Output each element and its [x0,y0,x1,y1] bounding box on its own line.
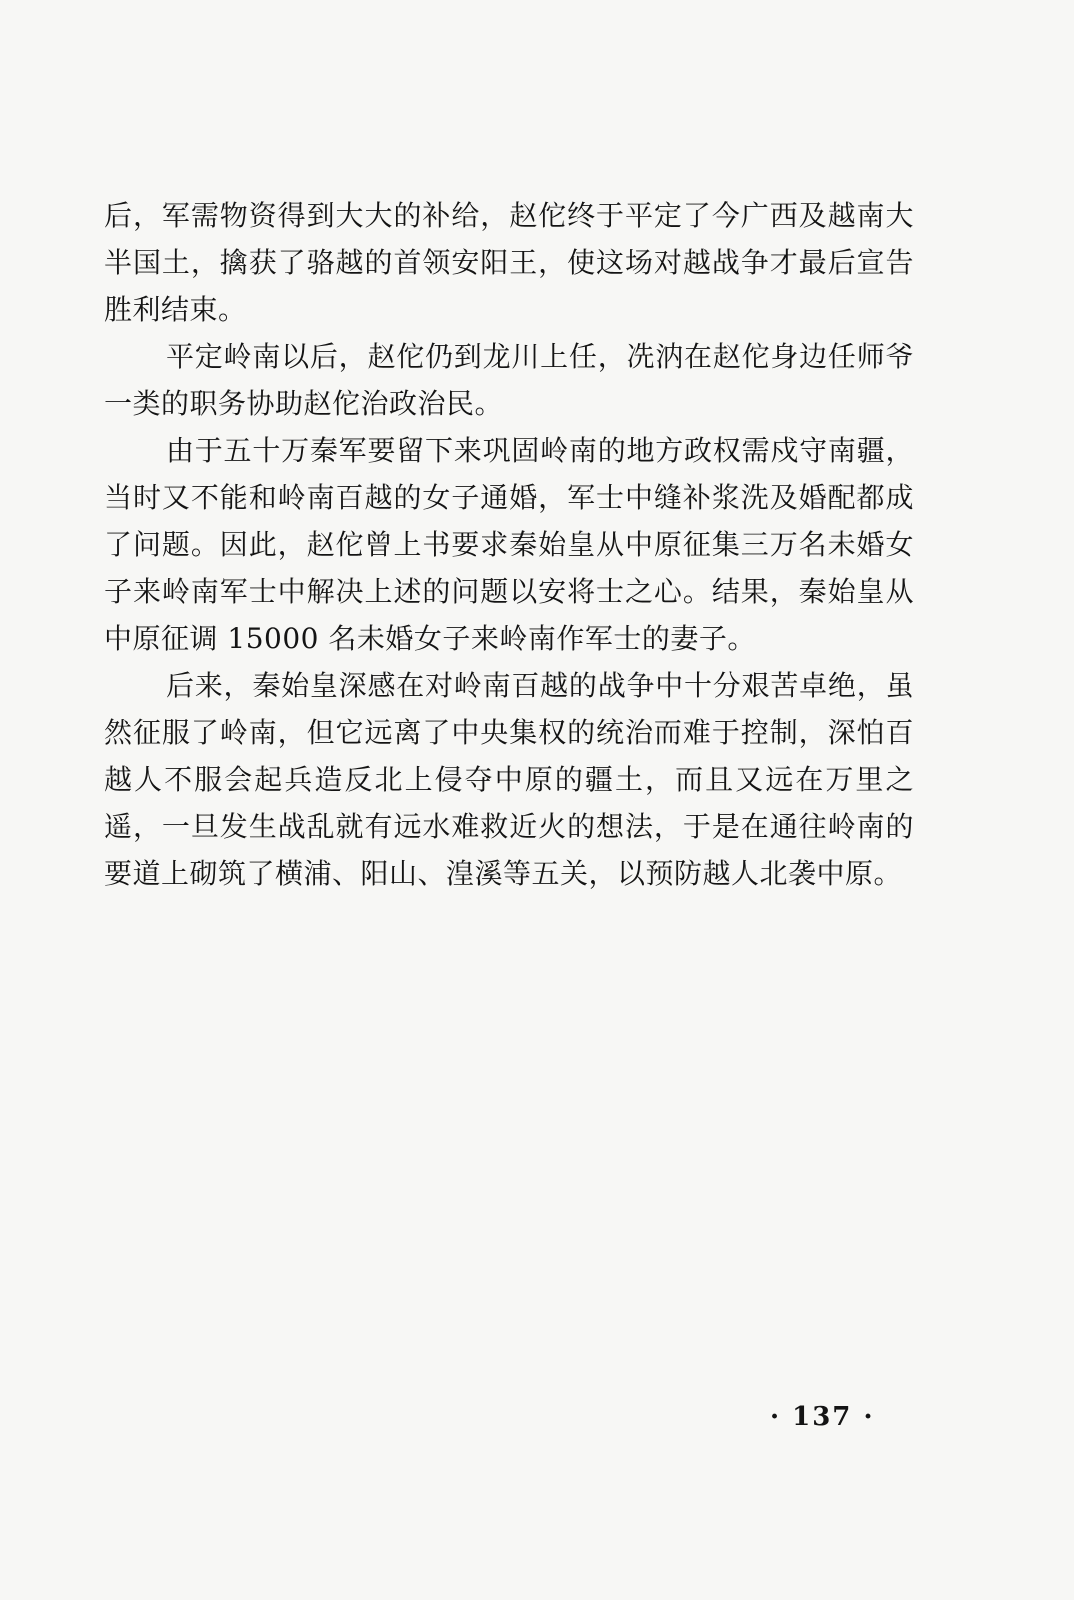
paragraph-1: 后，军需物资得到大大的补给，赵佗终于平定了今广西及越南大半国土，擒获了骆越的首领安阳王，使这场对越战争才最后宣告胜利结束。 [104,199,914,326]
page-number [770,1402,875,1432]
page-number-dot-left: · [770,1402,782,1432]
page-number-value: 137 [792,1402,853,1432]
paragraph-2: 平定岭南以后，赵佗仍到龙川上任，冼汭在赵佗身边任师爷一类的职务协助赵佗治政治民。 [104,340,914,420]
paragraph-4: 后来，秦始皇深感在对岭南百越的战争中十分艰苦卓绝，虽然征服了岭南，但它远离了中央集权的统治而难于控制，深怕百越人不服会起兵造反北上侵夺中原的疆土，而且又远在万里之遥，一旦发生战乱就有远水难救近火的想法，于是在通往岭南的要道上砌筑了横浦、阳山、湟溪等五关，以预防越人北袭中原。 [104,669,914,890]
body-text [104,192,914,897]
paragraph-3: 由于五十万秦军要留下来巩固岭南的地方政权需戍守南疆，当时又不能和岭南百越的女子通婚，军士中缝补浆洗及婚配都成了问题。因此，赵佗曾上书要求秦始皇从中原征集三万名未婚女子来岭南军士中解决上述的问题以安将士之心。结果，秦始皇从中原征调 15000 名未婚女子来岭南作军士的妻子。 [104,434,914,655]
page-number-dot-right: · [863,1402,875,1432]
